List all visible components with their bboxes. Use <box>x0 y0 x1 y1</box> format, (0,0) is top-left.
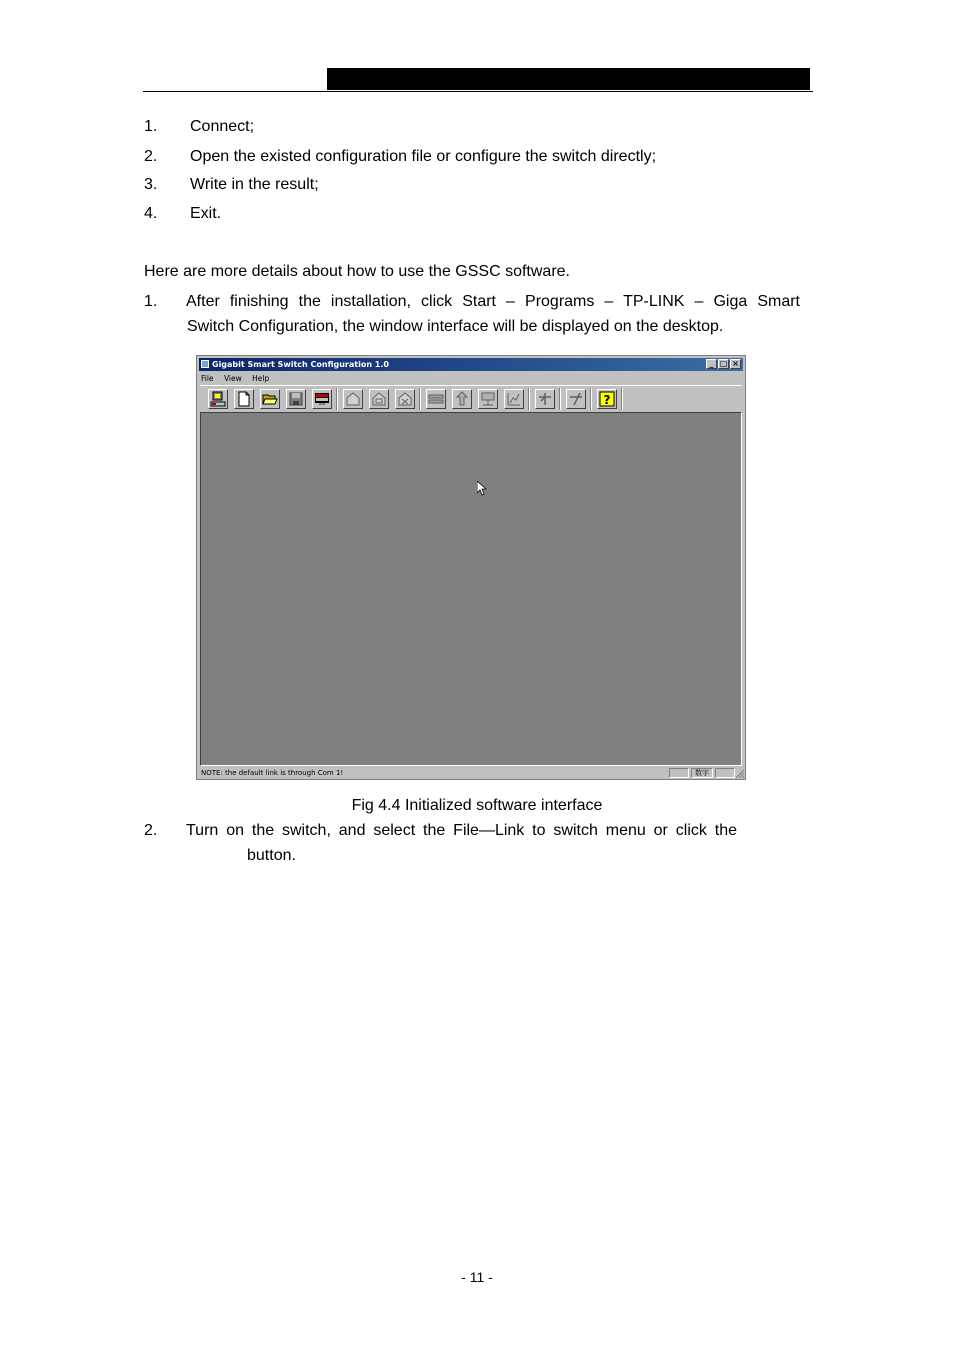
app-workspace[interactable] <box>200 412 742 766</box>
app-toolbar <box>200 385 742 413</box>
detail-number: 1. <box>144 293 158 310</box>
step-text: Connect; <box>190 118 255 135</box>
link-switch-icon[interactable] <box>208 389 228 409</box>
detail-text-line2: button. <box>247 847 296 864</box>
menu-file[interactable]: File <box>201 374 214 383</box>
status-pane-empty <box>715 768 735 778</box>
toolbar-separator <box>559 388 561 410</box>
app-statusbar <box>199 768 743 779</box>
app-title: Gigabit Smart Switch Configuration 1.0 <box>212 360 389 369</box>
app-menubar <box>201 373 277 384</box>
network-icon[interactable] <box>478 389 498 409</box>
help-icon[interactable] <box>597 389 617 409</box>
intro-paragraph: Here are more details about how to use the GSSC software. <box>144 263 570 280</box>
app-titlebar <box>199 358 743 371</box>
page-number: - 11 - <box>461 1269 493 1285</box>
step-number: 3. <box>144 176 158 193</box>
status-pane-empty <box>669 768 689 778</box>
toolbar-separator <box>590 388 592 410</box>
toolbar-separator <box>419 388 421 410</box>
reset-config-icon[interactable] <box>395 389 415 409</box>
port-settings-icon[interactable] <box>426 389 446 409</box>
device-monitor-icon[interactable] <box>312 389 332 409</box>
save-disk-icon[interactable] <box>286 389 306 409</box>
step-number: 1. <box>144 118 158 135</box>
statistics-icon[interactable] <box>504 389 524 409</box>
figure-caption: Fig 4.4 Initialized software interface <box>351 797 603 814</box>
toolbar-separator <box>336 388 338 410</box>
detail-text-line1: After finishing the installation, click Start – Programs – TP-LINK – Giga Smart <box>186 293 800 310</box>
step-text: Exit. <box>190 205 222 222</box>
step-number: 4. <box>144 205 158 222</box>
minimize-button[interactable]: _ <box>706 359 717 369</box>
header-bar <box>327 68 810 90</box>
detail-number: 2. <box>144 822 158 839</box>
download-config-icon[interactable] <box>369 389 389 409</box>
mouse-cursor-icon <box>477 481 487 496</box>
resize-grip-icon[interactable] <box>735 769 744 778</box>
detail-text-line1: Turn on the switch, and select the File—Link to switch menu or click the <box>186 822 737 839</box>
toolbar-separator <box>528 388 530 410</box>
svg-text:?: ? <box>603 393 611 407</box>
vlan-icon[interactable] <box>535 389 555 409</box>
app-window <box>196 355 746 780</box>
close-button[interactable]: × <box>730 359 741 369</box>
detail-text-line2: Switch Configuration, the window interface will be displayed on the desktop. <box>187 318 724 335</box>
header-rule <box>143 91 813 92</box>
status-pane-mode: 数字 <box>691 768 713 778</box>
toolbar-separator <box>621 388 623 410</box>
step-text: Write in the result; <box>190 176 319 193</box>
app-icon <box>201 360 209 368</box>
step-text: Open the existed configuration file or configure the switch directly; <box>190 148 657 165</box>
open-folder-icon[interactable] <box>260 389 280 409</box>
trunk-icon[interactable] <box>566 389 586 409</box>
new-file-icon[interactable] <box>234 389 254 409</box>
maximize-button[interactable]: □ <box>719 359 728 368</box>
status-note: NOTE: the default link is through Com 1! <box>201 769 344 777</box>
firmware-upgrade-icon[interactable] <box>452 389 472 409</box>
upload-config-icon[interactable] <box>343 389 363 409</box>
menu-view[interactable]: View <box>223 374 242 383</box>
menu-help[interactable]: Help <box>252 374 270 383</box>
step-number: 2. <box>144 148 158 165</box>
